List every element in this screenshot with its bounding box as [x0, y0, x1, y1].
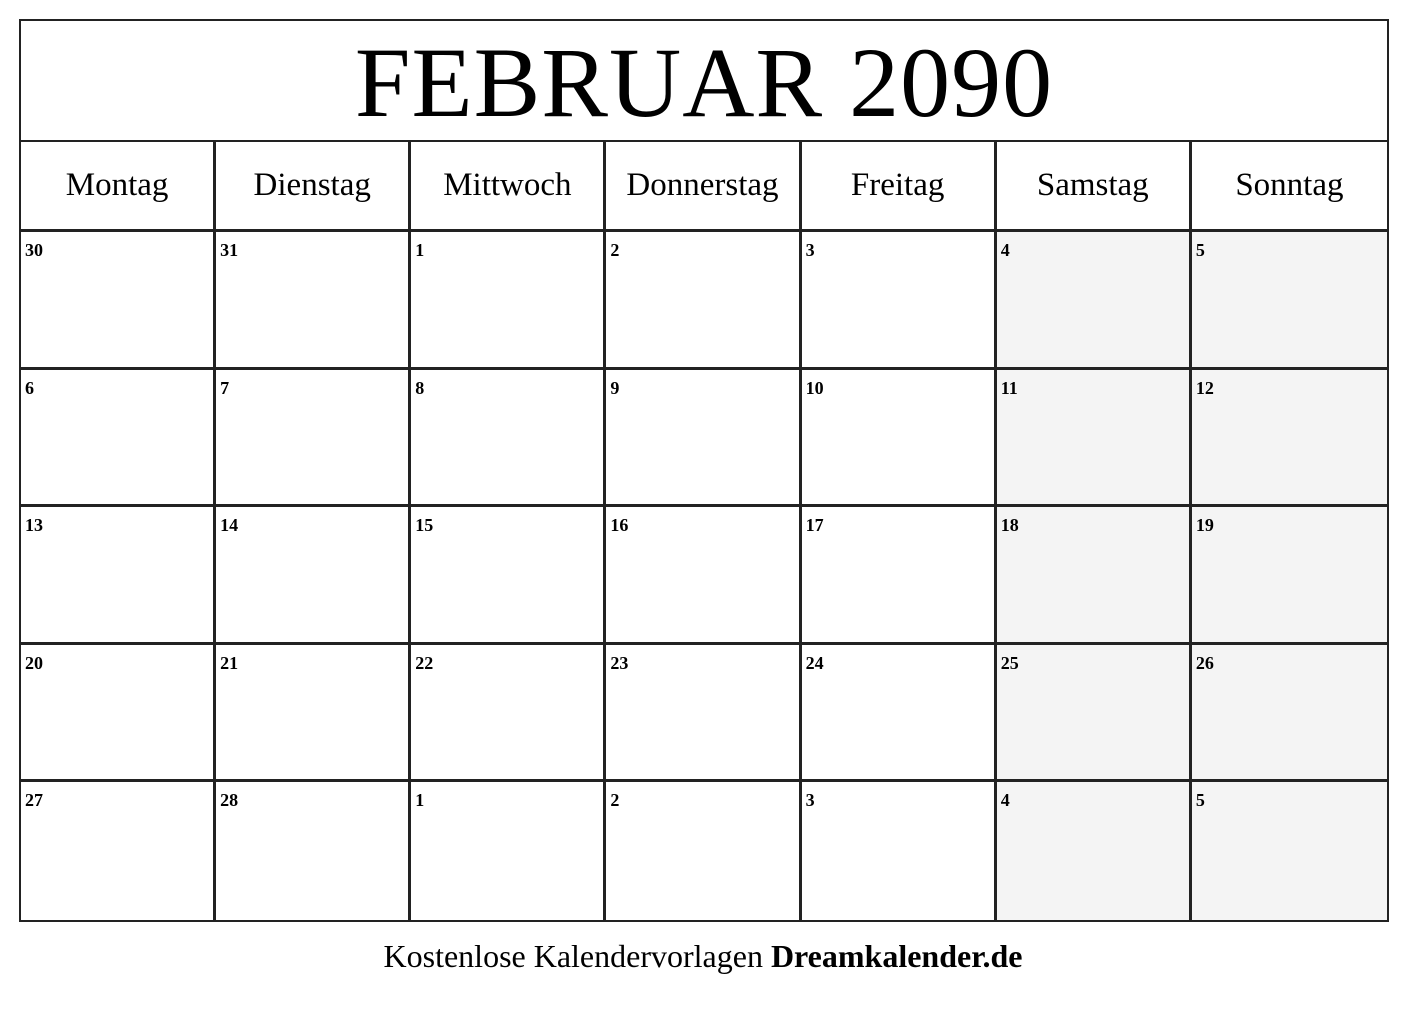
day-number: 3: [805, 790, 815, 811]
day-number: 14: [220, 515, 239, 536]
day-number: 12: [1195, 377, 1214, 398]
day-cell: [411, 232, 606, 370]
weekday-header: Dienstag: [216, 142, 411, 232]
day-cell: [411, 507, 606, 645]
day-cell: [216, 370, 411, 508]
day-number: 15: [415, 515, 434, 536]
day-number: 1: [415, 240, 425, 260]
day-number: 16: [610, 515, 629, 536]
day-cell: [1192, 645, 1387, 783]
day-number: 4: [1000, 240, 1010, 260]
day-number: 25: [1000, 652, 1019, 673]
weekday-header: Freitag: [802, 142, 997, 232]
day-number: 21: [220, 652, 239, 673]
day-number: 10: [805, 377, 824, 398]
day-cell: [411, 645, 606, 783]
day-number: 24: [805, 652, 824, 673]
day-number: 22: [415, 652, 434, 673]
day-cell: [606, 232, 801, 370]
day-number: 28: [220, 790, 239, 811]
day-cell: [802, 645, 997, 783]
footer-text: Kostenlose Kalendervorlagen: [383, 938, 763, 974]
day-cell: [802, 507, 997, 645]
day-cell: [606, 782, 801, 920]
footer: [0, 938, 1406, 975]
day-cell: [606, 370, 801, 508]
day-number: 2: [610, 790, 620, 811]
day-cell: [216, 645, 411, 783]
calendar-grid: [21, 142, 1387, 920]
day-number: 8: [415, 377, 425, 398]
day-number: 17: [805, 515, 824, 536]
day-cell: [997, 645, 1192, 783]
day-number: 11: [1000, 377, 1018, 398]
day-cell: [216, 232, 411, 370]
day-cell: [1192, 507, 1387, 645]
calendar-title: FEBRUAR 2090: [354, 26, 1054, 138]
day-number: 30: [25, 240, 43, 260]
day-cell: [1192, 370, 1387, 508]
day-cell: [997, 232, 1192, 370]
weekday-header: Sonntag: [1192, 142, 1387, 232]
day-cell: [411, 370, 606, 508]
title-bar: [21, 21, 1387, 142]
weekday-header: Montag: [21, 142, 216, 232]
day-number: 7: [220, 377, 230, 398]
weekday-header: Samstag: [997, 142, 1192, 232]
day-number: 3: [805, 240, 815, 260]
day-cell: [606, 645, 801, 783]
day-cell: [997, 370, 1192, 508]
day-cell: [21, 370, 216, 508]
day-cell: [802, 782, 997, 920]
day-number: 23: [610, 652, 629, 673]
day-cell: [997, 507, 1192, 645]
day-number: 26: [1195, 652, 1214, 673]
day-number: 31: [220, 240, 239, 260]
day-number: 4: [1000, 790, 1010, 811]
day-cell: [411, 782, 606, 920]
day-cell: [1192, 232, 1387, 370]
day-cell: [802, 370, 997, 508]
weekday-header: Donnerstag: [606, 142, 801, 232]
day-cell: [21, 782, 216, 920]
day-number: 1: [415, 790, 425, 811]
day-number: 9: [610, 377, 620, 398]
day-cell: [997, 782, 1192, 920]
day-number: 5: [1195, 240, 1205, 260]
calendar: [19, 19, 1389, 922]
weekday-header: Mittwoch: [411, 142, 606, 232]
day-number: 5: [1195, 790, 1205, 811]
day-number: 18: [1000, 515, 1019, 536]
day-cell: [1192, 782, 1387, 920]
day-cell: [606, 507, 801, 645]
day-cell: [216, 507, 411, 645]
day-number: 27: [25, 790, 43, 811]
day-number: 13: [25, 515, 43, 536]
day-cell: [21, 232, 216, 370]
day-number: 20: [25, 652, 43, 673]
day-cell: [802, 232, 997, 370]
day-cell: [21, 645, 216, 783]
day-cell: [21, 507, 216, 645]
footer-brand: Dreamkalender.de: [770, 938, 1023, 974]
day-cell: [216, 782, 411, 920]
day-number: 2: [610, 240, 620, 260]
day-number: 6: [25, 377, 34, 398]
day-number: 19: [1195, 515, 1214, 536]
